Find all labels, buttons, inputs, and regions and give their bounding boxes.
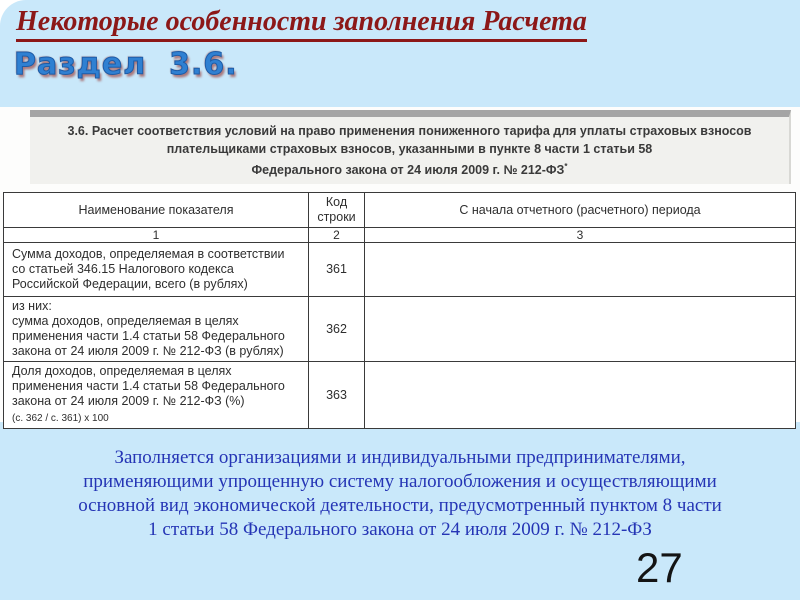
footnote-mark: * — [564, 162, 568, 171]
line-code-cell: 361 — [309, 243, 365, 297]
footer-note-line: Заполняется организациями и индивидуальными предпринимателями, — [114, 447, 686, 468]
table-numbering-row — [4, 228, 796, 243]
table-row — [4, 297, 796, 362]
form-header-line-text: Федерального закона от 24 июля 2009 г. № 212-ФЗ — [251, 163, 565, 178]
indicator-name-prefix: из них: — [12, 299, 52, 313]
indicator-name-cell: Сумма доходов, определяемая в соответствии со статьей 346.15 Налогового кодекса Российской Федерации, всего (в рублях) — [4, 243, 309, 297]
form-header-line — [30, 158, 789, 179]
slide-title — [16, 6, 587, 38]
indicator-name-text: Доля доходов, определяемая в целях применения части 1.4 статьи 58 Федерального закона от 24 июля 2009 г. № 212-ФЗ (%) — [12, 364, 285, 408]
footer-note-line: основной вид экономической деятельности, предусмотренный пунктом 8 части — [78, 495, 722, 516]
column-number: 3 — [365, 228, 796, 243]
column-number: 1 — [4, 228, 309, 243]
section-wordart: Раздел 3.6. — [14, 47, 238, 82]
form-table — [3, 192, 796, 429]
column-number: 2 — [309, 228, 365, 243]
indicator-name-cell — [4, 362, 309, 429]
page-number: 27 — [636, 544, 683, 591]
form-header-line: 3.6. Расчет соответствия условий на право применения пониженного тарифа для уплаты страховых взносов — [67, 124, 752, 138]
period-value-cell — [365, 243, 796, 297]
footer-note — [50, 446, 750, 542]
col-header-line-code: Код строки — [309, 193, 365, 228]
form-header-line: плательщиками страховых взносов, указанными в пункте 8 части 1 статьи 58 — [166, 142, 653, 156]
footer-note-line: применяющими упрощенную систему налогообложения и осуществляющими — [83, 471, 717, 492]
indicator-name-cell — [4, 297, 309, 362]
table-header-row — [4, 193, 796, 228]
slide-title-text: Некоторые особенности заполнения Расчета — [16, 6, 587, 42]
line-code-cell: 362 — [309, 297, 365, 362]
indicator-name-text: сумма доходов, определяемая в целях применения части 1.4 статьи 58 Федерального закона от 24 июля 2009 г. № 212-ФЗ (в рублях) — [12, 314, 285, 358]
footer-note-line: 1 статьи 58 Федерального закона от 24 июля 2009 г. № 212-ФЗ — [148, 519, 652, 540]
period-value-cell — [365, 362, 796, 429]
table-row — [4, 362, 796, 429]
period-value-cell — [365, 297, 796, 362]
line-code-cell: 363 — [309, 362, 365, 429]
col-header-indicator-name: Наименование показателя — [4, 193, 309, 228]
indicator-formula-note: (с. 362 / с. 361) х 100 — [12, 413, 109, 424]
form-header-box — [30, 110, 791, 184]
table-row — [4, 243, 796, 297]
col-header-period-value: С начала отчетного (расчетного) периода — [365, 193, 796, 228]
